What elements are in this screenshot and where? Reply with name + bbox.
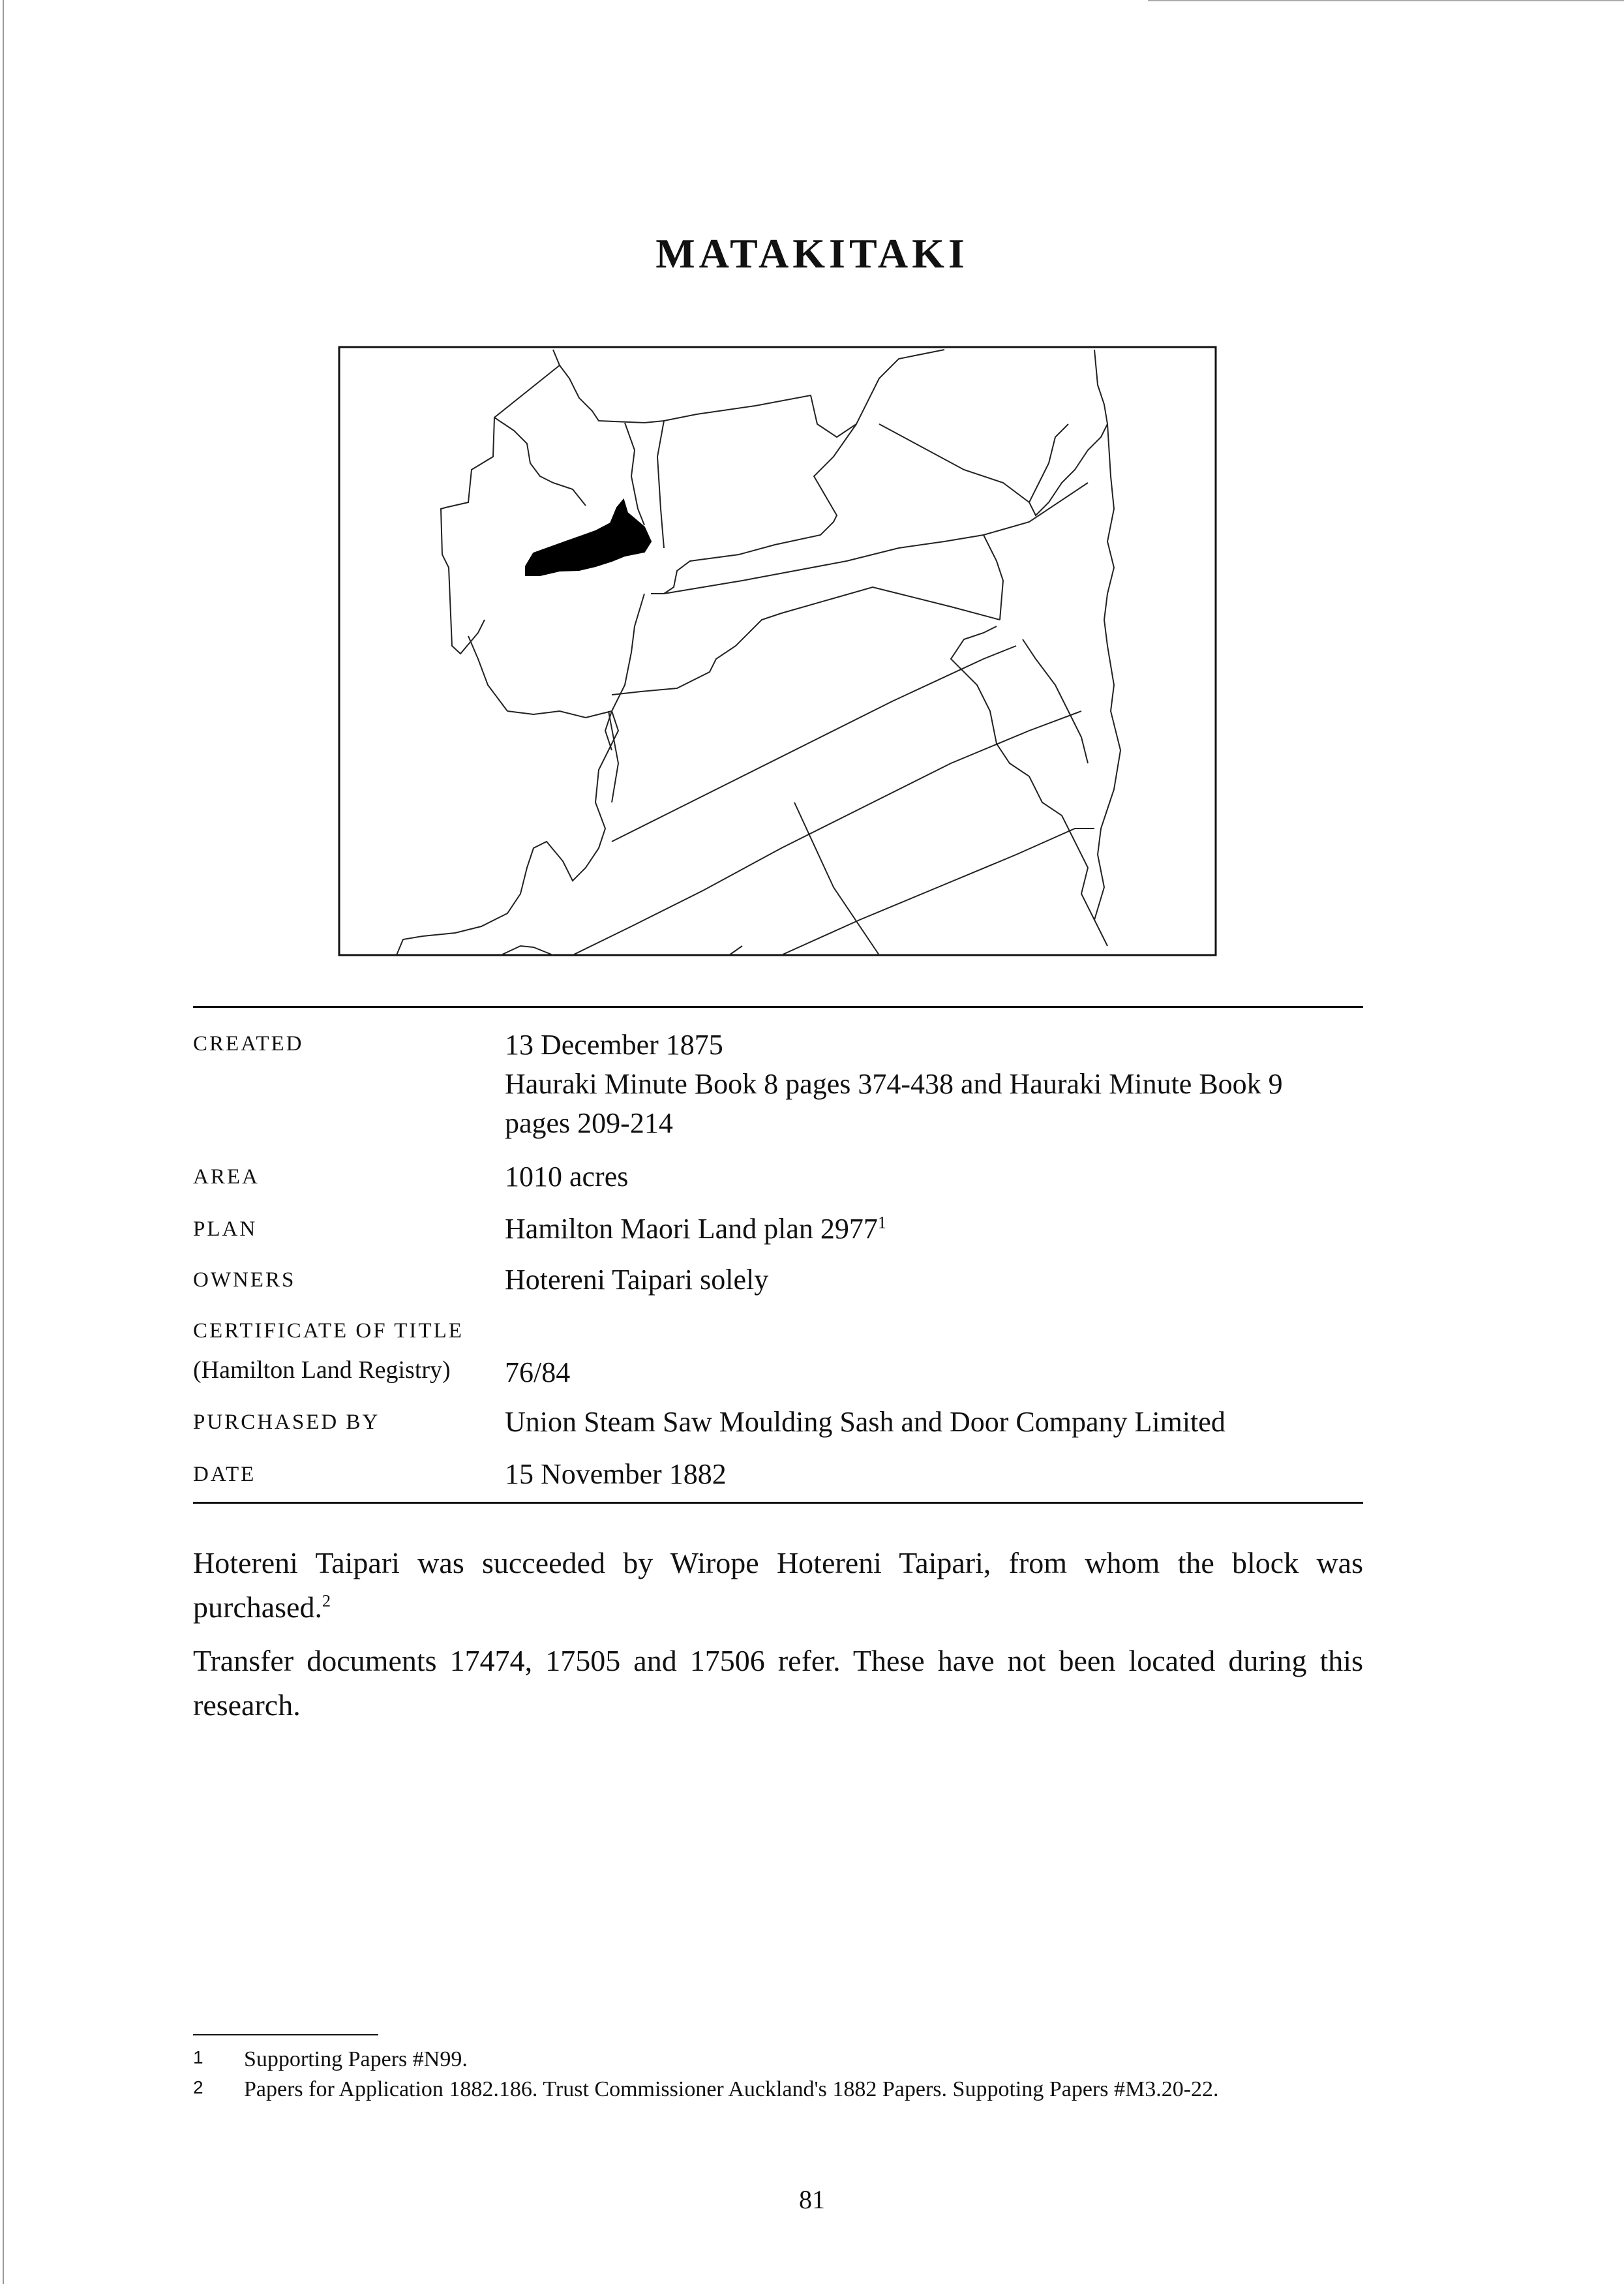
body-paragraph-1-text: Hotereni Taipari was succeeded by Wirope Hotereni Taipari, from whom the block was purchased. [193, 1546, 1363, 1624]
created-source-line-1: Hauraki Minute Book 8 pages 374-438 and Hauraki Minute Book 9 [505, 1068, 1283, 1100]
area-label: AREA [193, 1165, 260, 1189]
certificate-value: 76/84 [505, 1356, 571, 1388]
certificate-label: CERTIFICATE OF TITLE [193, 1319, 464, 1343]
scan-edge-left [3, 0, 4, 2284]
created-label: CREATED [193, 1032, 304, 1056]
created-source-line-2: pages 209-214 [505, 1107, 673, 1139]
footnote-ref-2: 2 [322, 1591, 331, 1611]
details-bottom-rule [193, 1502, 1363, 1504]
purchased-value: Union Steam Saw Moulding Sash and Door Company Limited [505, 1406, 1226, 1438]
body-paragraph-1 [193, 1541, 1363, 1630]
certificate-sublabel: (Hamilton Land Registry) [193, 1356, 451, 1384]
footnote-1-text: Supporting Papers #N99. [244, 2047, 468, 2071]
footnote-ref-1: 1 [877, 1213, 886, 1232]
footnote-2-number: 2 [193, 2077, 203, 2097]
created-date: 13 December 1875 [505, 1029, 723, 1061]
page-title: MATAKITAKI [655, 230, 969, 277]
purchased-label: PURCHASED BY [193, 1410, 380, 1434]
owners-label: OWNERS [193, 1268, 296, 1292]
footnote-rule [193, 2034, 378, 2035]
block-location-map [338, 346, 1217, 956]
plan-value-wrap [505, 1210, 886, 1249]
footnote-1-number: 1 [193, 2047, 203, 2067]
scan-edge-top [1148, 0, 1624, 1]
footnote-2-text: Papers for Application 1882.186. Trust Commissioner Auckland's 1882 Papers. Suppoting Papers #M3.20-22. [244, 2077, 1219, 2101]
plan-value: Hamilton Maori Land plan 2977 [505, 1213, 878, 1245]
body-paragraph-2: Transfer documents 17474, 17505 and 17506 refer. These have not been located during this research. [193, 1644, 1363, 1722]
date-label: DATE [193, 1463, 256, 1486]
owners-value: Hotereni Taipari solely [505, 1264, 769, 1296]
plan-label: PLAN [193, 1217, 258, 1241]
page-number: 81 [799, 2185, 825, 2214]
area-value: 1010 acres [505, 1161, 629, 1193]
date-value: 15 November 1882 [505, 1458, 727, 1490]
details-top-rule [193, 1006, 1363, 1008]
